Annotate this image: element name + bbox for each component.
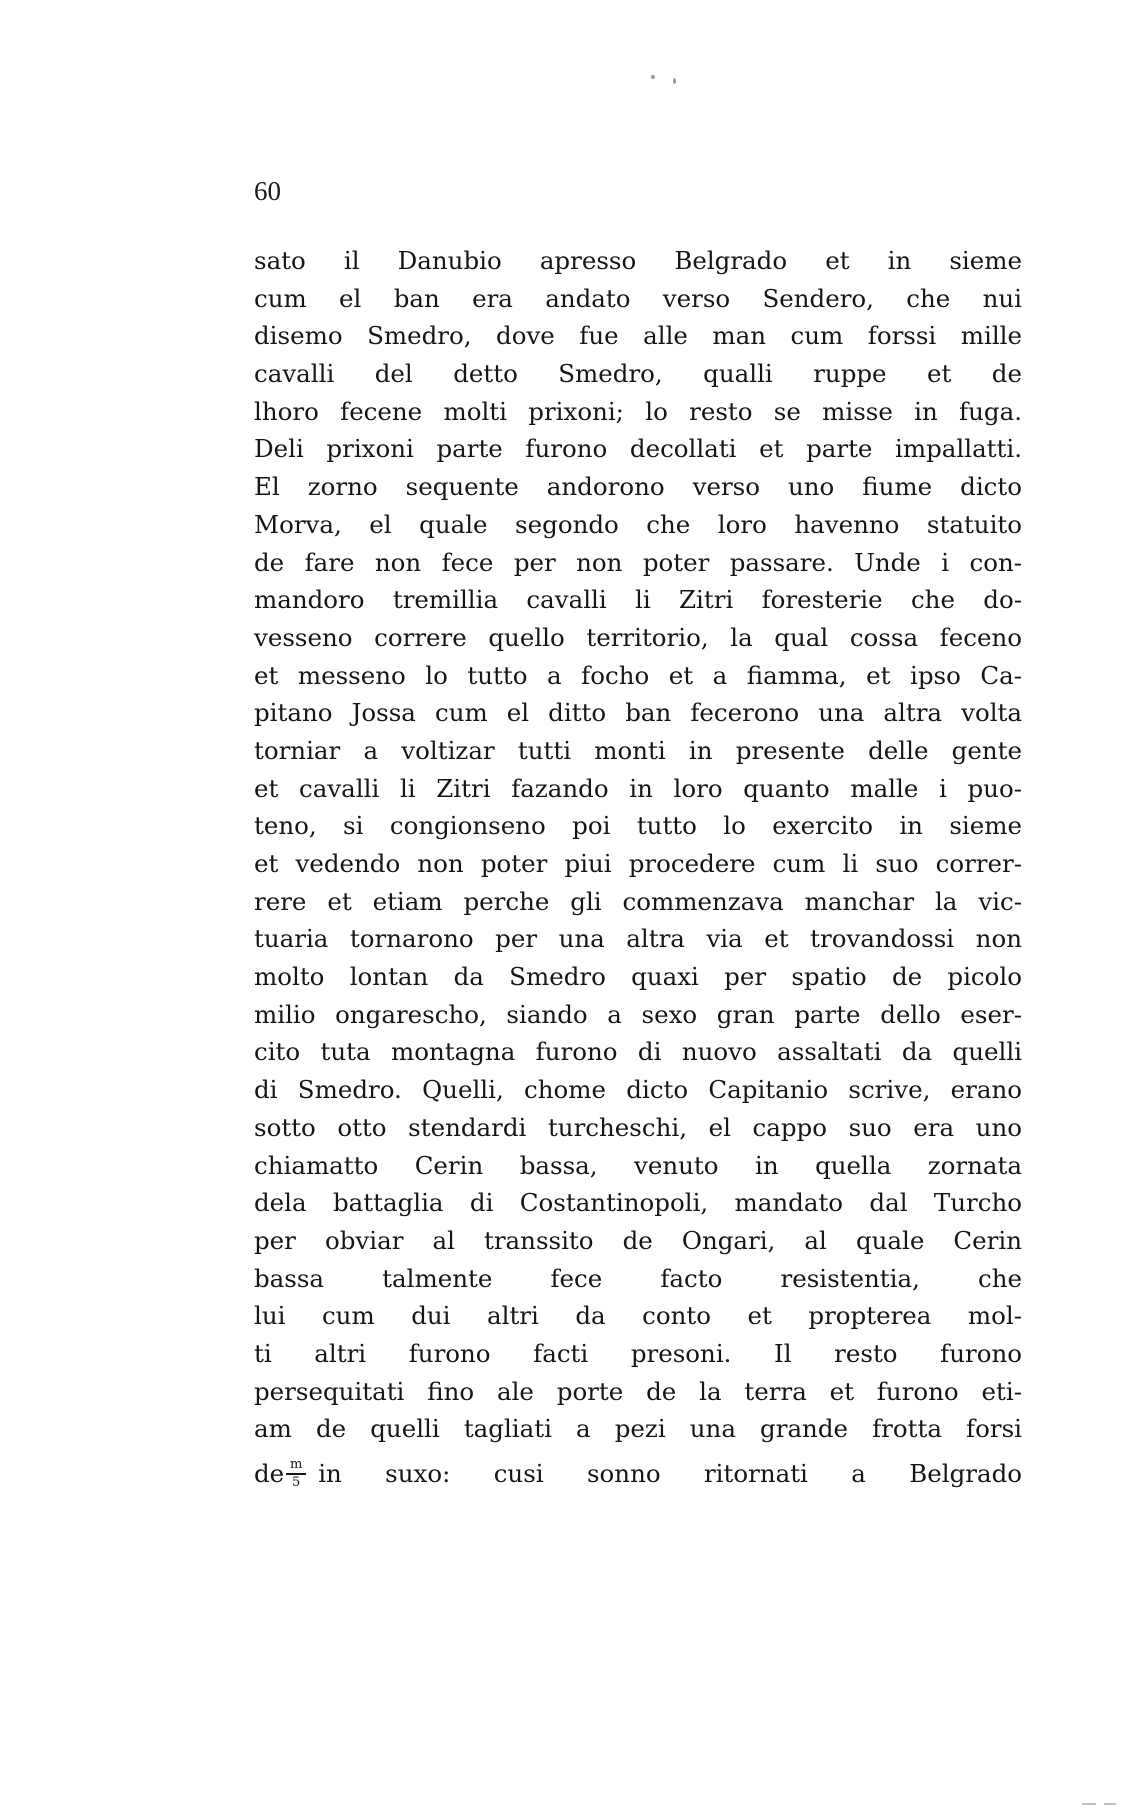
text-line: sato il Danubio apresso Belgrado et in sieme — [254, 246, 1022, 275]
fraction-numerator: m — [290, 1457, 303, 1473]
text-line: disemo Smedro, dove fue alle man cum forssi mille — [254, 321, 1022, 351]
last-line-prefix-group — [254, 1448, 310, 1500]
text-line-last — [254, 1448, 1022, 1500]
text-line: et vedendo non poter piui procedere cum li suo correr- — [254, 849, 1022, 878]
text-line: lhoro fecene molti prixoni; lo resto se misse in fuga. — [254, 396, 1022, 426]
text-line: et messeno lo tutto a focho et a fiamma, et ipso Ca- — [254, 660, 1022, 690]
text-line: bassa talmente fece facto resistentia, che — [254, 1263, 1022, 1293]
text-line: mandoro tremillia cavalli li Zitri foresterie che do- — [254, 585, 1022, 615]
text-line: cavalli del detto Smedro, qualli ruppe et de — [254, 359, 1022, 389]
text-line: per obviar al transsito de Ongari, al quale Cerin — [254, 1225, 1022, 1255]
text-line: vesseno correre quello territorio, la qual cossa feceno — [254, 622, 1022, 652]
text-line: ti altri furono facti presoni. Il resto furono — [254, 1338, 1022, 1368]
last-line-rest: in suxo: cusi sonno ritornati a Belgrado — [318, 1459, 1022, 1488]
text-line: de fare non fece per non poter passare. Unde i con- — [254, 547, 1022, 577]
text-line: lui cum dui altri da conto et propterea mol- — [254, 1301, 1022, 1331]
fraction-denominator: 5 — [292, 1474, 301, 1490]
text-line: molto lontan da Smedro quaxi per spatio de picolo — [254, 962, 1022, 992]
text-line: milio ongarescho, siando a sexo gran parte dello eser- — [254, 999, 1022, 1029]
text-line: cum el ban era andato verso Sendero, che nui — [254, 283, 1022, 313]
text-line: persequitati fino ale porte de la terra et furono eti- — [254, 1376, 1022, 1406]
text-line: pitano Jossa cum el ditto ban fecerono una altra volta — [254, 698, 1022, 728]
text-line: Deli prixoni parte furono decollati et parte impallatti. — [254, 434, 1022, 464]
page-number: 60 — [254, 176, 281, 206]
text-line: chiamatto Cerin bassa, venuto in quella zornata — [254, 1150, 1022, 1180]
text-line: Morva, el quale segondo che loro havenno statuito — [254, 509, 1022, 539]
scan-mark — [1104, 1803, 1116, 1805]
body-text — [254, 242, 1022, 1500]
text-line: El zorno sequente andorono verso uno fiume dicto — [254, 472, 1022, 502]
last-line-prefix: de — [254, 1459, 285, 1488]
text-line: rere et etiam perche gli commenzava manchar la vic- — [254, 886, 1022, 916]
scan-speck — [651, 75, 655, 79]
text-line: sotto otto stendardi turcheschi, el cappo suo era uno — [254, 1112, 1022, 1142]
scan-mark — [1082, 1803, 1096, 1805]
text-line: torniar a voltizar tutti monti in presente delle gente — [254, 735, 1022, 765]
text-line: et cavalli li Zitri fazando in loro quanto malle i puo- — [254, 773, 1022, 803]
text-line: am de quelli tagliati a pezi una grande frotta forsi — [254, 1414, 1022, 1444]
text-line: di Smedro. Quelli, chome dicto Capitanio scrive, erano — [254, 1075, 1022, 1105]
text-line: cito tuta montagna furono di nuovo assaltati da quelli — [254, 1037, 1022, 1067]
text-line: dela battaglia di Costantinopoli, mandato dal Turcho — [254, 1188, 1022, 1218]
text-line: teno, si congionseno poi tutto lo exercito in sieme — [254, 811, 1022, 841]
scan-speck — [673, 78, 676, 84]
fraction — [286, 1458, 306, 1490]
text-line: tuaria tornarono per una altra via et trovandossi non — [254, 924, 1022, 954]
